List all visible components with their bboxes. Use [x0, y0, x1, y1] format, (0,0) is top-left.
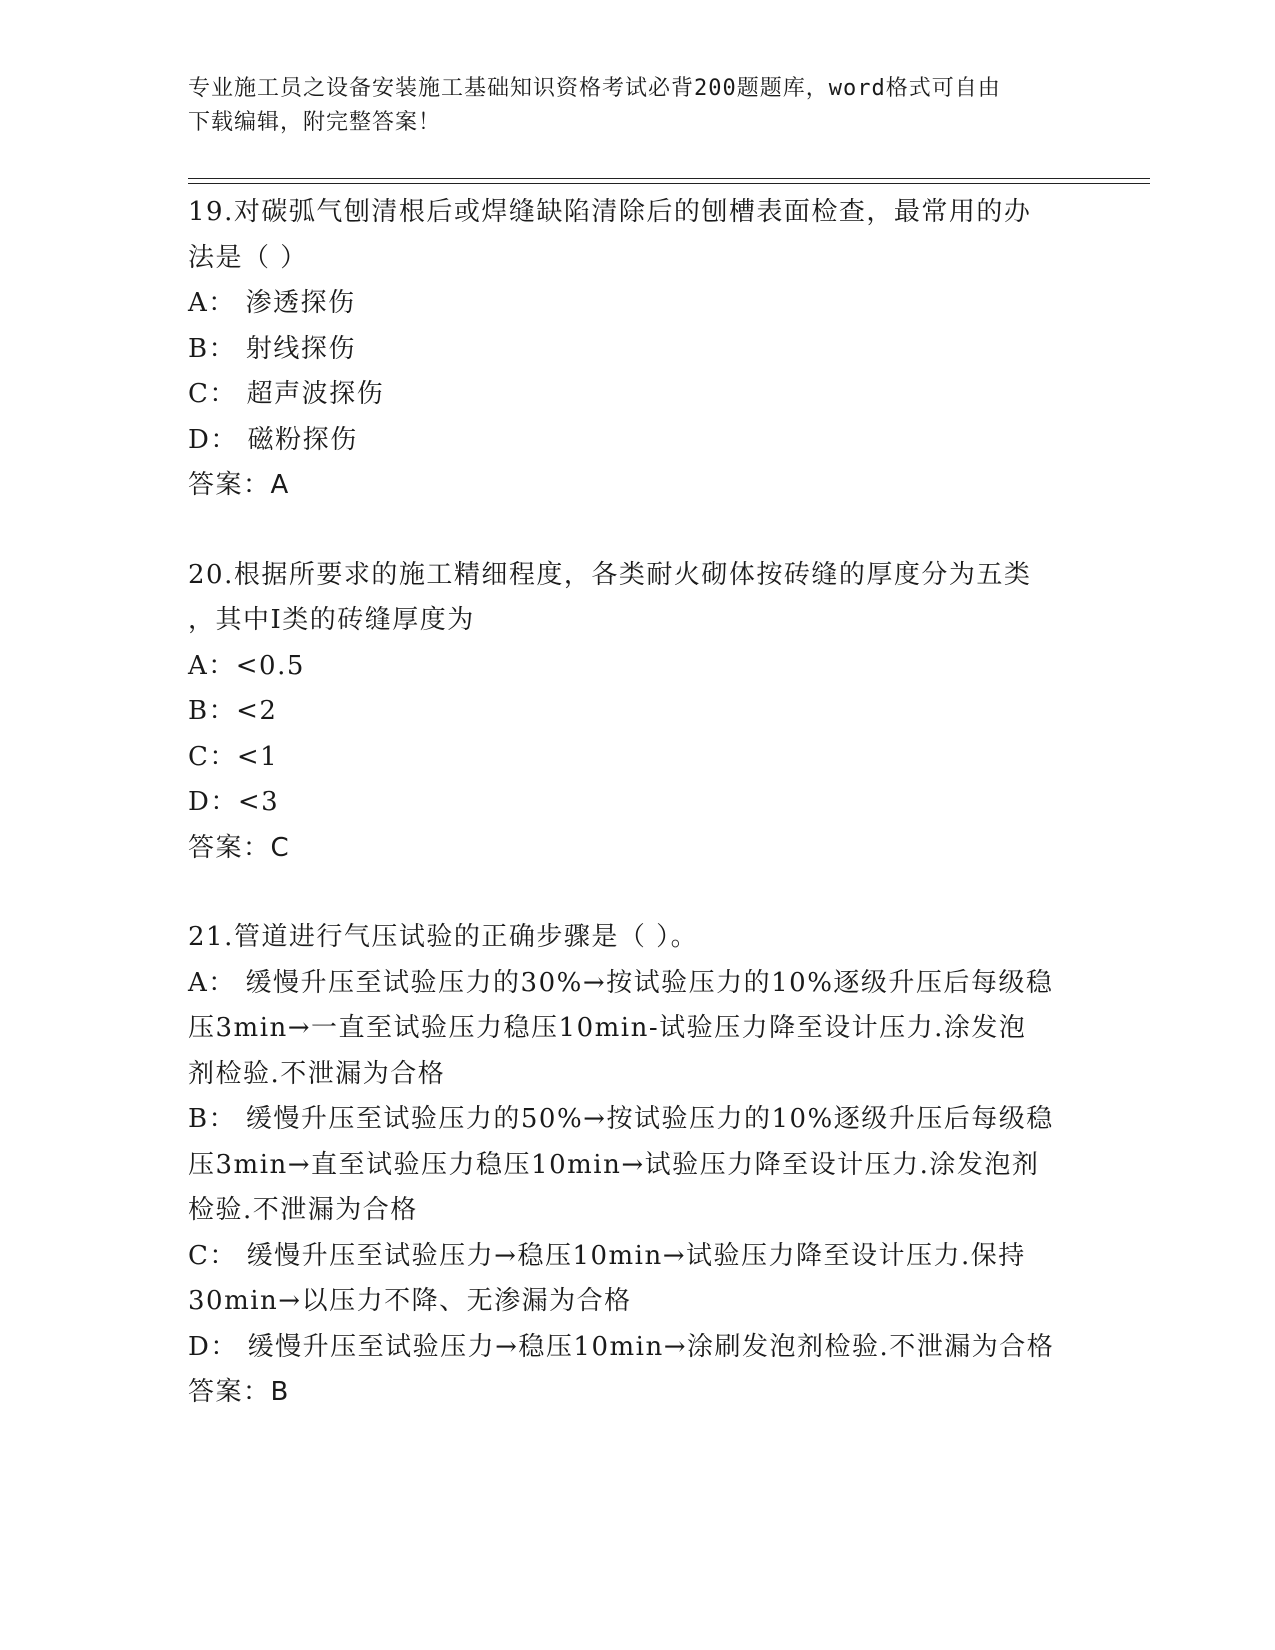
option-c: C： 超声波探伤: [188, 379, 385, 409]
option-b: [188, 1097, 1088, 1234]
option-line: 剂检验.不泄漏为合格: [188, 1058, 446, 1089]
option-line: A： 缓慢升压至试验压力的30%→按试验压力的10%逐级升压后每级稳: [188, 967, 1054, 998]
option-line: B： 缓慢升压至试验压力的50%→按试验压力的10%逐级升压后每级稳: [188, 1104, 1054, 1134]
option-c: C：<1: [188, 741, 279, 772]
answer-label: 答案：C: [188, 832, 291, 863]
question-stem-line: ，其中Ⅰ类的砖缝厚度为: [188, 605, 475, 635]
question-20: [188, 553, 1088, 872]
option-a: A：<0.5: [188, 650, 305, 681]
option-d: D： 磁粉探伤: [188, 424, 358, 455]
option-c: [188, 1234, 1088, 1325]
question-21: [188, 915, 1088, 1416]
option-line: 压3min→直至试验压力稳压10min→试验压力降至设计压力.涂发泡剂: [188, 1149, 1040, 1180]
option-line: 检验.不泄漏为合格: [188, 1195, 418, 1225]
header-divider-top: [188, 178, 1150, 179]
option-line: C： 缓慢升压至试验压力→稳压10min→试验压力降至设计压力.保持: [188, 1240, 1026, 1271]
option-line: 30min→以压力不降、无渗漏为合格: [188, 1286, 632, 1316]
header-line-1: 专业施工员之设备安装施工基础知识资格考试必背200题题库，word格式可自由: [188, 76, 1001, 101]
question-list: [188, 190, 1088, 1416]
option-a: [188, 961, 1088, 1098]
question-stem-line: 法是（ ）: [188, 242, 308, 273]
option-line: 压3min→一直至试验压力稳压10min-试验压力降至设计压力.涂发泡: [188, 1013, 1027, 1043]
option-line: D： 缓慢升压至试验压力→稳压10min→涂刷发泡剂检验.不泄漏为合格: [188, 1331, 1055, 1362]
question-stem-line: 20.根据所要求的施工精细程度，各类耐火砌体按砖缝的厚度分为五类: [188, 559, 1032, 590]
document-header: [188, 72, 1068, 140]
option-d: [188, 1325, 1088, 1371]
question-stem-line: 21.管道进行气压试验的正确步骤是（ ）。: [188, 922, 699, 952]
header-divider-bottom: [188, 183, 1150, 184]
answer-label: 答案：B: [188, 1377, 290, 1407]
option-b: B：<2: [188, 696, 278, 726]
answer-label: 答案：A: [188, 470, 290, 500]
header-line-2: 下载编辑，附完整答案！: [188, 110, 442, 135]
option-a: A： 渗透探伤: [188, 288, 356, 318]
question-stem-line: 19.对碳弧气刨清根后或焊缝缺陷清除后的刨槽表面检查，最常用的办: [188, 197, 1032, 227]
question-19: [188, 190, 1088, 509]
option-b: B： 射线探伤: [188, 333, 356, 364]
option-d: D：<3: [188, 787, 280, 817]
